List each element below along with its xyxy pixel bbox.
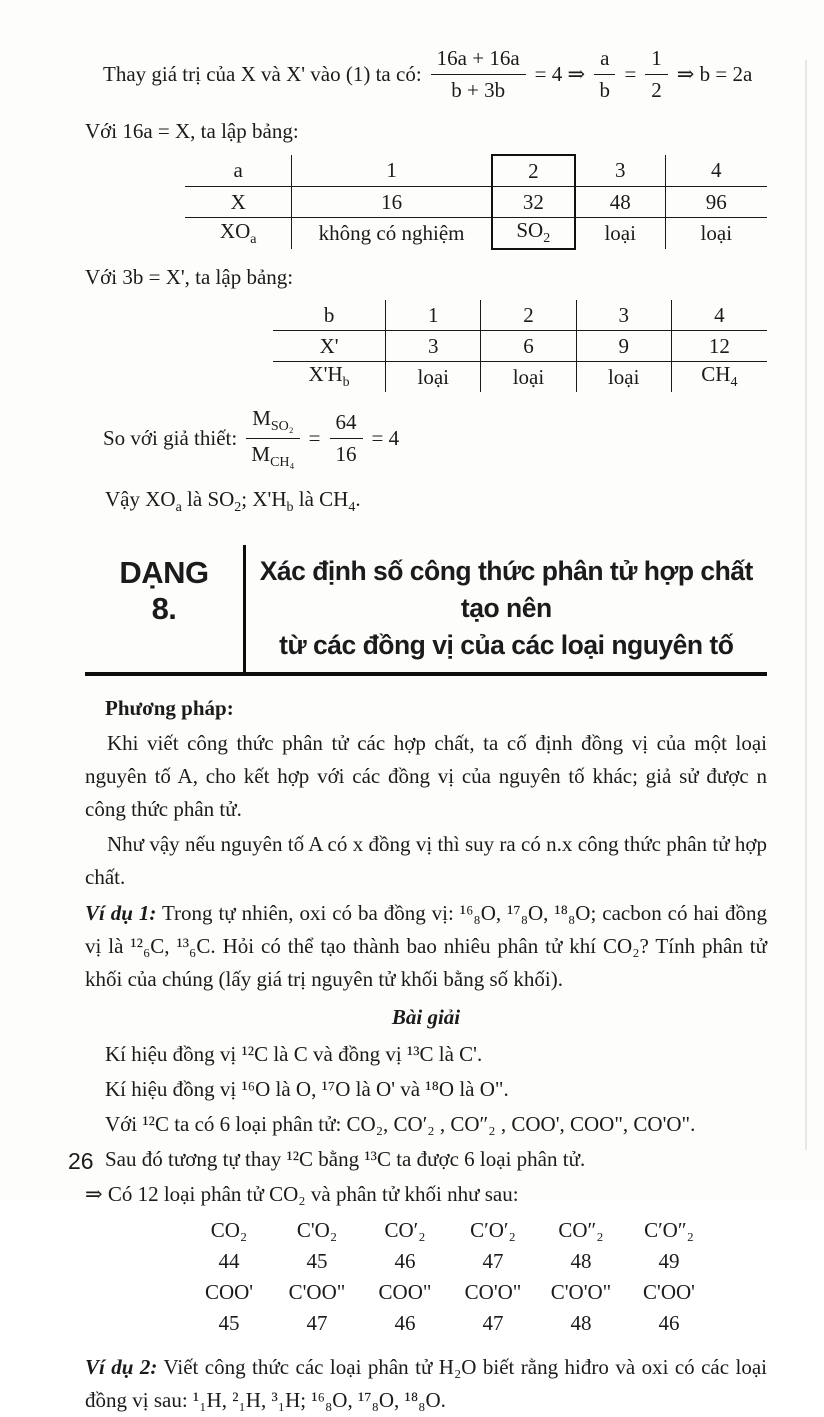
table-cell: loại <box>481 362 576 393</box>
table-row <box>273 331 767 362</box>
molecule-mass: 49 <box>658 1248 680 1273</box>
example2-label: Ví dụ 2: <box>85 1354 158 1379</box>
table-cell: 4 <box>671 300 767 331</box>
section-title-cell <box>246 545 767 672</box>
fraction-denominator: 16 <box>335 442 357 467</box>
table-cell: loại <box>575 218 665 250</box>
molecule-formula: C'OO" <box>288 1279 346 1304</box>
solution-line: Kí hiệu đồng vị ¹⁶O là O, ¹⁷O là O' và ¹⁸O là O". <box>105 1076 509 1101</box>
molecule-formula: CO₂ <box>210 1217 248 1242</box>
molecule-formula: COO' <box>204 1279 254 1304</box>
table-cell: 6 <box>481 331 576 362</box>
conclusion-text: ; X'H <box>241 487 287 512</box>
table-cell: 1 <box>386 300 481 331</box>
molecule-mass: 48 <box>570 1248 592 1273</box>
fraction-numerator: a <box>594 46 615 75</box>
equation-tail: ⇒ b = 2a <box>676 62 753 86</box>
formula-subscript: 2 <box>234 500 242 516</box>
section-label: DẠNG <box>119 554 209 590</box>
fraction-half <box>645 46 668 103</box>
table-cell: 9 <box>576 331 671 362</box>
equation-intro-text: Thay giá trị của X và X' vào (1) ta có: <box>103 62 422 86</box>
conclusion-text: là CH <box>293 487 349 512</box>
fraction-molar-mass <box>246 406 299 471</box>
conclusion-line <box>85 483 767 524</box>
fraction-64-16 <box>330 410 363 467</box>
molecule-mass: 47 <box>306 1310 328 1335</box>
solution-line: Với ¹²C ta có 6 loại phân tử: CO₂, CO′₂ , CO″₂ , COO', COO", CO'O". <box>105 1111 696 1136</box>
method-paragraph: Khi viết công thức phân tử các hợp chất, ta cố định đồng vị của một loại nguyên tố A, cho kết hợp với các đồng vị của nguyên tố khác; giả sử được n công thức phân tử. <box>85 730 767 821</box>
example1-text: Trong tự nhiên, oxi có ba đồng vị: ¹⁶₈O, ¹⁷₈O, ¹⁸₈O; cacbon có hai đồng vị là ¹²₆C, ¹³₆C. Hỏi có thể tạo thành bao nhiêu phân tử khí CO₂? Tính phân tử khối của chúng (lấy giá trị nguyên tử khối bằng số khối). <box>85 900 767 991</box>
formula-subscript: a <box>175 500 182 516</box>
formula-base: XO <box>219 218 251 243</box>
molecule-formula: CO'O" <box>464 1279 522 1304</box>
section-title-line: từ các đồng vị của các loại nguyên tố <box>279 629 734 660</box>
table-row <box>185 187 767 218</box>
table-cell: không có nghiệm <box>318 221 465 245</box>
formula-base: M <box>252 406 271 430</box>
formula-subscript: a <box>250 232 257 248</box>
molecule-mass: 46 <box>394 1248 416 1273</box>
equation-substitution <box>103 46 767 103</box>
molecule-table <box>185 1218 767 1342</box>
equation-result: = 4 <box>371 426 400 451</box>
table-cell-highlighted: 32 <box>492 187 575 218</box>
equation-equals: = <box>308 426 321 451</box>
formula-subscript: CH₄ <box>270 455 295 471</box>
table-cell: 2 <box>481 300 576 331</box>
table-cell: loại <box>576 362 671 393</box>
table-cell: X <box>185 187 292 218</box>
section-heading-box <box>85 545 767 676</box>
table-cell-formula <box>671 362 767 393</box>
table-cell: 1 <box>292 155 492 187</box>
solution-line: ⇒ Có 12 loại phân tử CO₂ và phân tử khối như sau: <box>85 1181 519 1206</box>
table-cell: 12 <box>671 331 767 362</box>
formula-subscript: b <box>342 375 350 391</box>
conclusion-text: Vậy XO <box>105 487 176 512</box>
solution-line: Sau đó tương tự thay ¹²C bằng ¹³C ta được 6 loại phân tử. <box>105 1146 586 1171</box>
table-cell: loại <box>700 221 733 245</box>
conclusion-text: là SO <box>181 487 235 512</box>
formula-subscript: 2 <box>543 231 551 247</box>
conclusion-text: . <box>355 487 361 512</box>
hypothesis-intro-text: So với giả thiết: <box>103 426 238 451</box>
molecule-formula: C′O′₂ <box>470 1217 516 1242</box>
fraction-denominator: 2 <box>651 78 662 102</box>
formula-base: X'H <box>308 362 343 387</box>
formula-subscript: b <box>286 500 294 516</box>
equation-hypothesis-check <box>103 406 767 471</box>
molecule-mass: 46 <box>394 1310 416 1335</box>
table-cell: X' <box>273 331 386 362</box>
table-cell: 4 <box>665 155 767 187</box>
fraction-numerator: 1 <box>645 46 668 75</box>
fraction-denominator <box>251 439 294 471</box>
molecule-formula: C'O'O" <box>550 1279 612 1304</box>
method-heading: Phương pháp: <box>105 695 234 720</box>
molecule-mass: 46 <box>658 1310 680 1335</box>
fraction-numerator <box>246 406 299 439</box>
formula-base: CH <box>701 362 731 387</box>
solution-line: Kí hiệu đồng vị ¹²C là C và đồng vị ¹³C là C'. <box>105 1041 483 1066</box>
table-cell: 16 <box>292 187 492 218</box>
table-cell: loại <box>386 362 481 393</box>
table-cell: 3 <box>575 155 665 187</box>
example2-text: Viết công thức các loại phân tử H₂O biết rằng hiđro và oxi có các loại đồng vị sau: ¹₁H, ²₁H, ³₁H; ¹⁶₈O, ¹⁷₈O, ¹⁸₈O. <box>85 1354 768 1412</box>
formula-base: M <box>251 442 271 467</box>
table-row <box>185 155 767 187</box>
molecule-mass: 47 <box>482 1310 504 1335</box>
table-cell-highlighted: 2 <box>492 155 575 187</box>
table-cell: 3 <box>386 331 481 362</box>
table-cell-formula <box>273 362 386 393</box>
equation-mid: = 4 ⇒ <box>534 62 586 86</box>
section-title-line: Xác định số công thức phân tử hợp chất tạo nên <box>259 555 753 623</box>
table1-caption: Với 16a = X, ta lập bảng: <box>85 119 299 143</box>
fraction-16a <box>431 46 526 103</box>
section-number: 8. <box>151 590 177 626</box>
scan-edge-shadow <box>805 60 808 1150</box>
fraction-numerator: 64 <box>330 410 363 439</box>
table-row <box>185 218 767 250</box>
table-cell: 3 <box>576 300 671 331</box>
table-cell: 48 <box>575 187 665 218</box>
molecule-mass: 44 <box>218 1248 240 1273</box>
molecule-mass: 48 <box>570 1310 592 1335</box>
table-cell-formula <box>185 218 292 250</box>
molecule-formula: C'OO' <box>643 1279 695 1304</box>
page-number: 26 <box>68 1148 94 1174</box>
table-cell: 96 <box>665 187 767 218</box>
table-cell: b <box>273 300 386 331</box>
molecule-formula: COO" <box>378 1279 432 1304</box>
table-row <box>273 362 767 393</box>
equation-equals: = <box>624 62 637 86</box>
molecule-formula: C'O₂ <box>296 1217 338 1242</box>
table-cell-highlighted-formula <box>492 218 575 250</box>
method-paragraph: Như vậy nếu nguyên tố A có x đồng vị thì suy ra có n.x công thức phân tử hợp chất. <box>85 831 767 889</box>
fraction-denominator: b + 3b <box>451 78 506 102</box>
example2-paragraph <box>85 1351 767 1417</box>
formula-subscript: 4 <box>730 375 738 391</box>
example1-label: Ví dụ 1: <box>85 900 157 925</box>
molecule-mass: 45 <box>306 1248 328 1273</box>
page-content <box>85 0 767 1417</box>
table-row <box>273 300 767 331</box>
table-3b <box>273 300 767 392</box>
formula-subscript: 4 <box>348 500 356 516</box>
molecule-mass: 45 <box>218 1310 240 1335</box>
table-cell: a <box>185 155 292 187</box>
fraction-ab <box>594 46 615 103</box>
fraction-numerator: 16a + 16a <box>431 46 526 75</box>
table2-caption: Với 3b = X', ta lập bảng: <box>85 265 294 289</box>
fraction-denominator: b <box>599 78 611 102</box>
molecule-mass: 47 <box>482 1248 504 1273</box>
section-number-cell <box>85 545 243 672</box>
molecule-formula: CO′₂ <box>384 1217 426 1242</box>
table-16a <box>185 154 767 250</box>
example1-paragraph <box>85 897 767 996</box>
molecule-formula: C′O″₂ <box>644 1217 694 1242</box>
solution-heading: Bài giải <box>391 1004 461 1029</box>
molecule-formula: CO″₂ <box>558 1217 604 1242</box>
formula-base: SO <box>516 218 544 243</box>
formula-subscript: SO₂ <box>270 419 294 435</box>
